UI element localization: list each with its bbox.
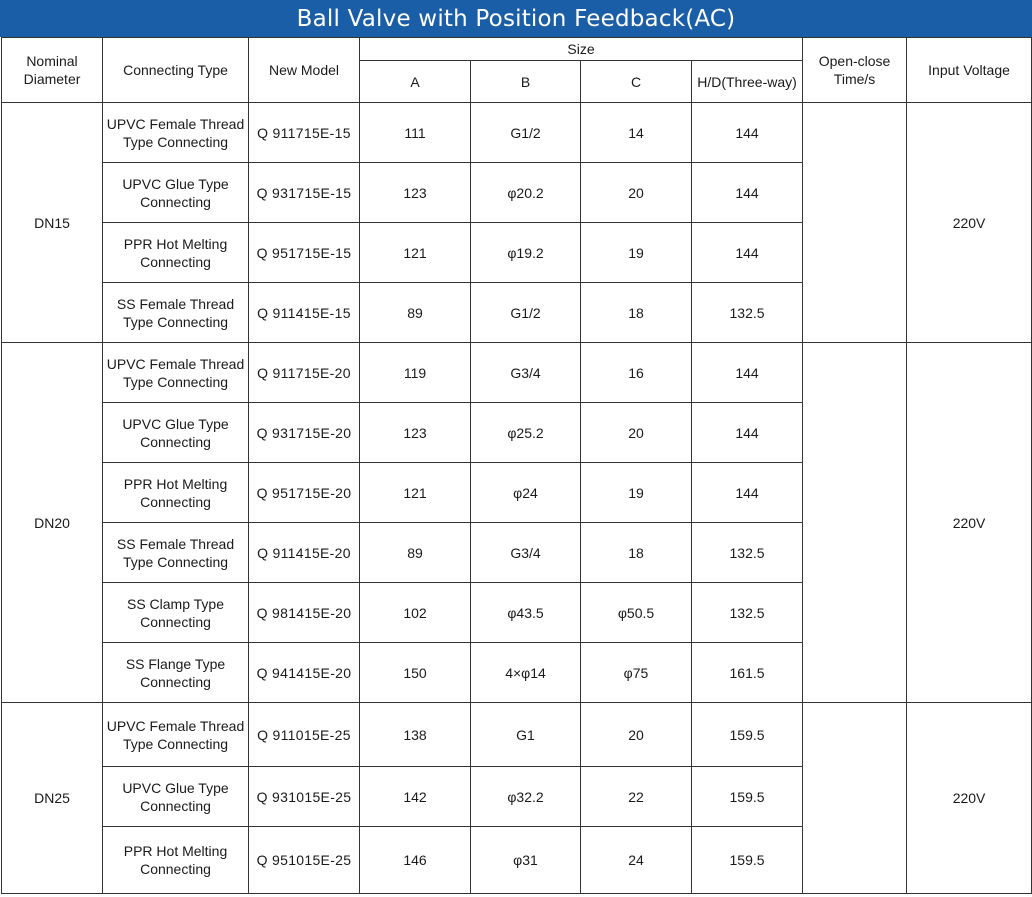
model-cell: Q 931715E-20 [249,403,360,463]
size-a-cell: 89 [360,523,471,583]
open-close-time-cell [803,103,907,343]
size-hd-cell: 144 [692,463,803,523]
model-cell: Q 911715E-20 [249,343,360,403]
size-c-cell: 16 [581,343,692,403]
size-c-cell: 18 [581,523,692,583]
size-hd-cell: 144 [692,343,803,403]
table-row [2,343,1032,403]
size-c-cell: 24 [581,827,692,894]
model-cell: Q 941415E-20 [249,643,360,703]
size-b-cell: G1/2 [471,103,581,163]
header-input-voltage: Input Voltage [907,38,1032,103]
size-c-cell: 19 [581,223,692,283]
size-b-cell: G3/4 [471,523,581,583]
size-a-cell: 123 [360,163,471,223]
model-cell: Q 911415E-15 [249,283,360,343]
size-c-cell: φ75 [581,643,692,703]
size-a-cell: 119 [360,343,471,403]
model-cell: Q 951715E-20 [249,463,360,523]
size-hd-cell: 144 [692,163,803,223]
model-cell: Q 981415E-20 [249,583,360,643]
size-c-cell: φ50.5 [581,583,692,643]
header-size: Size [360,38,803,61]
model-cell: Q 911715E-15 [249,103,360,163]
size-b-cell: φ31 [471,827,581,894]
size-a-cell: 102 [360,583,471,643]
header-hd: H/D(Three-way) [692,61,803,103]
connecting-type-cell: SS Female Thread Type Connecting [103,523,249,583]
size-hd-cell: 144 [692,103,803,163]
connecting-type-cell: PPR Hot Melting Connecting [103,223,249,283]
spec-table [1,37,1032,894]
size-a-cell: 138 [360,703,471,767]
header-b: B [471,61,581,103]
size-b-cell: φ43.5 [471,583,581,643]
size-a-cell: 146 [360,827,471,894]
size-c-cell: 14 [581,103,692,163]
header-connecting-type: Connecting Type [103,38,249,103]
size-a-cell: 121 [360,463,471,523]
size-a-cell: 123 [360,403,471,463]
header-open-close-time: Open-close Time/s [803,38,907,103]
connecting-type-cell: UPVC Glue Type Connecting [103,403,249,463]
size-c-cell: 22 [581,767,692,827]
size-b-cell: φ25.2 [471,403,581,463]
size-a-cell: 89 [360,283,471,343]
nominal-diameter-cell: DN20 [2,343,103,703]
size-hd-cell: 144 [692,403,803,463]
size-b-cell: φ24 [471,463,581,523]
nominal-diameter-cell: DN15 [2,103,103,343]
model-cell: Q 951015E-25 [249,827,360,894]
connecting-type-cell: PPR Hot Melting Connecting [103,463,249,523]
size-a-cell: 150 [360,643,471,703]
size-c-cell: 20 [581,403,692,463]
size-a-cell: 111 [360,103,471,163]
model-cell: Q 951715E-15 [249,223,360,283]
size-hd-cell: 159.5 [692,827,803,894]
size-b-cell: φ32.2 [471,767,581,827]
size-a-cell: 121 [360,223,471,283]
connecting-type-cell: PPR Hot Melting Connecting [103,827,249,894]
header-a: A [360,61,471,103]
connecting-type-cell: SS Flange Type Connecting [103,643,249,703]
connecting-type-cell: UPVC Glue Type Connecting [103,163,249,223]
size-b-cell: G1/2 [471,283,581,343]
header-nominal-diameter: Nominal Diameter [2,38,103,103]
size-c-cell: 20 [581,163,692,223]
size-hd-cell: 144 [692,223,803,283]
table-row [2,703,1032,767]
model-cell: Q 911415E-20 [249,523,360,583]
connecting-type-cell: SS Clamp Type Connecting [103,583,249,643]
header-c: C [581,61,692,103]
size-c-cell: 19 [581,463,692,523]
connecting-type-cell: SS Female Thread Type Connecting [103,283,249,343]
size-hd-cell: 132.5 [692,283,803,343]
connecting-type-cell: UPVC Female Thread Type Connecting [103,103,249,163]
input-voltage-cell: 220V [907,103,1032,343]
size-b-cell: φ19.2 [471,223,581,283]
size-a-cell: 142 [360,767,471,827]
table-body [2,103,1032,894]
size-b-cell: 4×φ14 [471,643,581,703]
model-cell: Q 911015E-25 [249,703,360,767]
input-voltage-cell: 220V [907,703,1032,894]
size-b-cell: G3/4 [471,343,581,403]
nominal-diameter-cell: DN25 [2,703,103,894]
connecting-type-cell: UPVC Glue Type Connecting [103,767,249,827]
open-close-time-cell [803,703,907,894]
connecting-type-cell: UPVC Female Thread Type Connecting [103,703,249,767]
size-hd-cell: 132.5 [692,523,803,583]
input-voltage-cell: 220V [907,343,1032,703]
size-hd-cell: 159.5 [692,767,803,827]
connecting-type-cell: UPVC Female Thread Type Connecting [103,343,249,403]
size-hd-cell: 132.5 [692,583,803,643]
model-cell: Q 931715E-15 [249,163,360,223]
page-title: Ball Valve with Position Feedback(AC) [0,0,1032,37]
size-b-cell: φ20.2 [471,163,581,223]
table-row [2,103,1032,163]
table-header [2,38,1032,103]
size-hd-cell: 159.5 [692,703,803,767]
size-c-cell: 18 [581,283,692,343]
size-hd-cell: 161.5 [692,643,803,703]
header-new-model: New Model [249,38,360,103]
size-b-cell: G1 [471,703,581,767]
size-c-cell: 20 [581,703,692,767]
model-cell: Q 931015E-25 [249,767,360,827]
open-close-time-cell [803,343,907,703]
